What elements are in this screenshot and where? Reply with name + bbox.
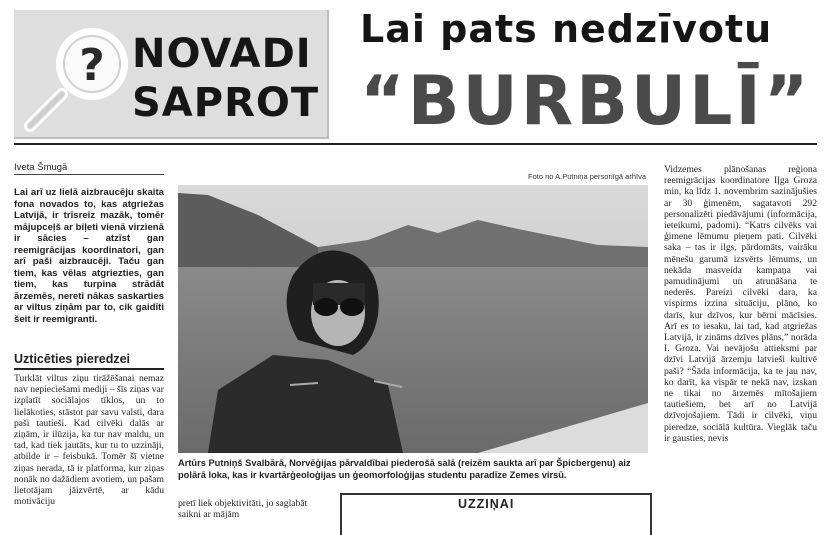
svg-text:?: ? [79, 40, 105, 91]
magnifier-question-icon [20, 22, 132, 134]
body-column-2: pretī liek objektivitāti, jo saglabāt saikni ar mājām [178, 498, 308, 521]
badge-title-line1: NOVADI [132, 31, 312, 77]
article-photo [178, 185, 648, 453]
body-column-3: Vidzemes plānošanas reģiona reemigrācijas koordinatore Iļga Groza min, ka līdz 1. novembrim sazinājušies ar 30 ģimenēm, sagatavoti 292 personalizēti piedāvājumi (informācija, ieteikumi, padomi). “Katrs cilvēks vai ģimene lēmumu pieņem pati. Cilvēki saka – tas ir ilgs, pārdomāts, vairāku mēnešu garumā izsvērts lēmums, un nekāda masveida kampaņa vai pamudinājumi un atrunāšana te nederēs. Pareizi cilvēki dara, ka vispirms izzina situāciju, plāno, ko darīs, kur dzīvos, kur bērni mācīsies. Arī es to iesaku, lai tad, kad atgriežas Latvijā, ir zināms dzīves plāns,” norāda I. Groza. Vai nevājošu attieksmi par dzīvi Latvijā ārzemju latvieši kultivē paši? “Šāda informācija, ka te jau nav, ko darīt, ka vispār te nekā nav, izskan ne tikai no ārzemēs mītošajiem tautiešiem, bet arī no Latvijā dzīvojošajiem. Tādi ir cilvēki, viņu pieredze, sociālā kultūra. Vieglāk taču ir gausties, nevis [664, 164, 817, 444]
photo-credit: Foto no A.Putniņa personīgā arhīva [528, 172, 646, 181]
badge-title-line2: SAPROT [132, 80, 320, 126]
lead-paragraph: Lai arī uz lielā aizbraucēju skaita fona novados to, kas atgriežas Latvijā, ir trīsreiz mazāk, tomēr mājupceļš ar biļeti vienā virzienā ir sācies – atzīst gan reemigrācijas koordinatori, gan arī paši aizbraucēji. Taču gan tiem, kas vēlas atgriezties, gan tiem, kas turpina strādāt ārzemēs, nereti nākas saskarties ar viltus ziņām par to, cik gaidīti šeit ir reemigranti. [14, 187, 164, 325]
subheading: Uzticēties pieredzei [14, 352, 164, 370]
byline-divider [14, 174, 164, 175]
info-box-title: UZZIŅAI [458, 497, 515, 511]
author-byline: Iveta Šmugā [14, 162, 68, 173]
photo-illustration [178, 185, 648, 453]
header-divider [14, 143, 817, 145]
body-column-1: Turklāt viltus ziņu tirāžēšanai nemaz nav nepieciešami mediji – šīs ziņas var izplatīt sociālajos tīklos, un to lielākoties, stāstot par savu valsti, dara paši tautieši. Kad cilvēki dalās ar ziņām, ir ilūzija, ka tur nav maldu, un tad, kad tiek jautāts, kur tu to uzzināji, atbilde ir – feisbukā. Tomēr šī vietne ziņas nerada, tā ir platforma, kur ziņas nonāk no dažādiem avotiem, un pašam lietotājam jāizvērtē, ar kādu motivāciju [14, 373, 164, 508]
headline-line2: “BURBULĪ” [360, 62, 812, 141]
headline-line1: Lai pats nedzīvotu [360, 7, 773, 51]
section-badge [14, 10, 329, 139]
photo-caption: Artūrs Putniņš Svalbārā, Norvēģijas pārvaldībai piederošā salā (reizēm saukta arī par Špicbergenu) aiz polārā loka, kas ir kvartārģeoloģijas un ģeomorfoloģijas studentu paradīze Zemes virsū. [178, 458, 631, 480]
